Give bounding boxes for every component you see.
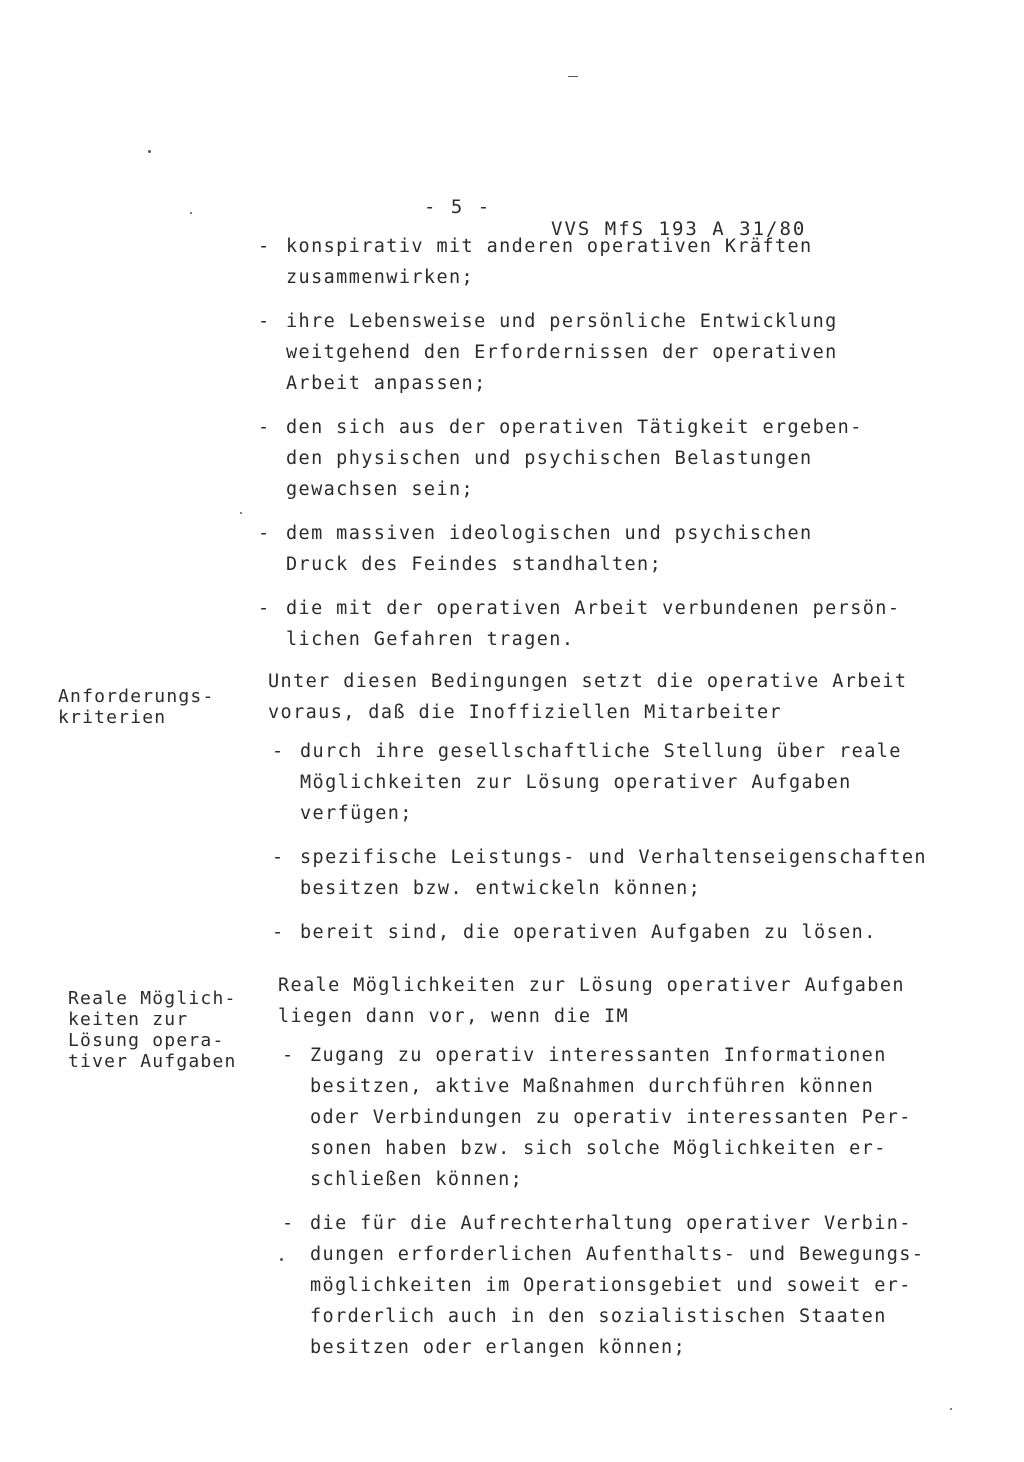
paragraph: Reale Möglichkeiten zur Lösung operativer Aufgaben liegen dann vor, wenn die IM (278, 975, 905, 1027)
section-reale-moeglichkeiten (278, 970, 968, 1376)
margin-note-reale-moeglichkeiten: Reale Möglich- keiten zur Lösung opera- tiver Aufgaben (68, 988, 237, 1072)
paragraph: Unter diesen Bedingungen setzt die operative Arbeit voraus, daß die Inoffiziellen Mitarbeiter (268, 671, 908, 723)
continued-list (258, 231, 958, 668)
scan-speck (190, 212, 192, 214)
list-item: - Zugang zu operativ interessanten Informationen besitzen, aktive Maßnahmen durchführen können oder Verbindungen zu operativ interessanten Per- sonen haben bzw. sich solche Möglichkeiten er- schließen können; (282, 1040, 968, 1195)
page-number: - 5 - (424, 196, 492, 218)
list-item: - die für die Aufrechterhaltung operativer Verbin- dungen erforderlichen Aufenthalts- und Bewegungs- möglichkeiten im Operationsgebiet und soweit er- forderlich auch in den sozialistischen Staaten besitzen oder erlangen können; (282, 1208, 968, 1363)
section-anforderungskriterien (268, 666, 968, 961)
list-item: - konspirativ mit anderen operativen Kräften zusammenwirken; (258, 231, 958, 293)
list-item: - den sich aus der operativen Tätigkeit ergeben- den physischen und psychischen Belastungen gewachsen sein; (258, 412, 958, 505)
list-item: - ihre Lebensweise und persönliche Entwicklung weitgehend den Erfordernissen der operativen Arbeit anpassen; (258, 306, 958, 399)
list-item: - spezifische Leistungs- und Verhaltenseigenschaften besitzen bzw. entwickeln können; (272, 842, 968, 904)
list-item: - durch ihre gesellschaftliche Stellung über reale Möglichkeiten zur Lösung operativer Aufgaben verfügen; (272, 736, 968, 829)
scan-speck (148, 150, 151, 153)
list-item: - die mit der operativen Arbeit verbundenen persön- lichen Gefahren tragen. (258, 593, 958, 655)
scan-speck (568, 76, 578, 77)
margin-note-anforderungskriterien: Anforderungs- kriterien (58, 686, 215, 728)
scan-speck (240, 512, 242, 514)
list-item: - bereit sind, die operativen Aufgaben zu lösen. (272, 917, 968, 948)
list-item: - dem massiven ideologischen und psychischen Druck des Feindes standhalten; (258, 518, 958, 580)
scan-speck (950, 1408, 952, 1410)
scan-speck (280, 1258, 283, 1261)
document-reference: VVS MfS 193 A 31/80 (551, 218, 807, 240)
